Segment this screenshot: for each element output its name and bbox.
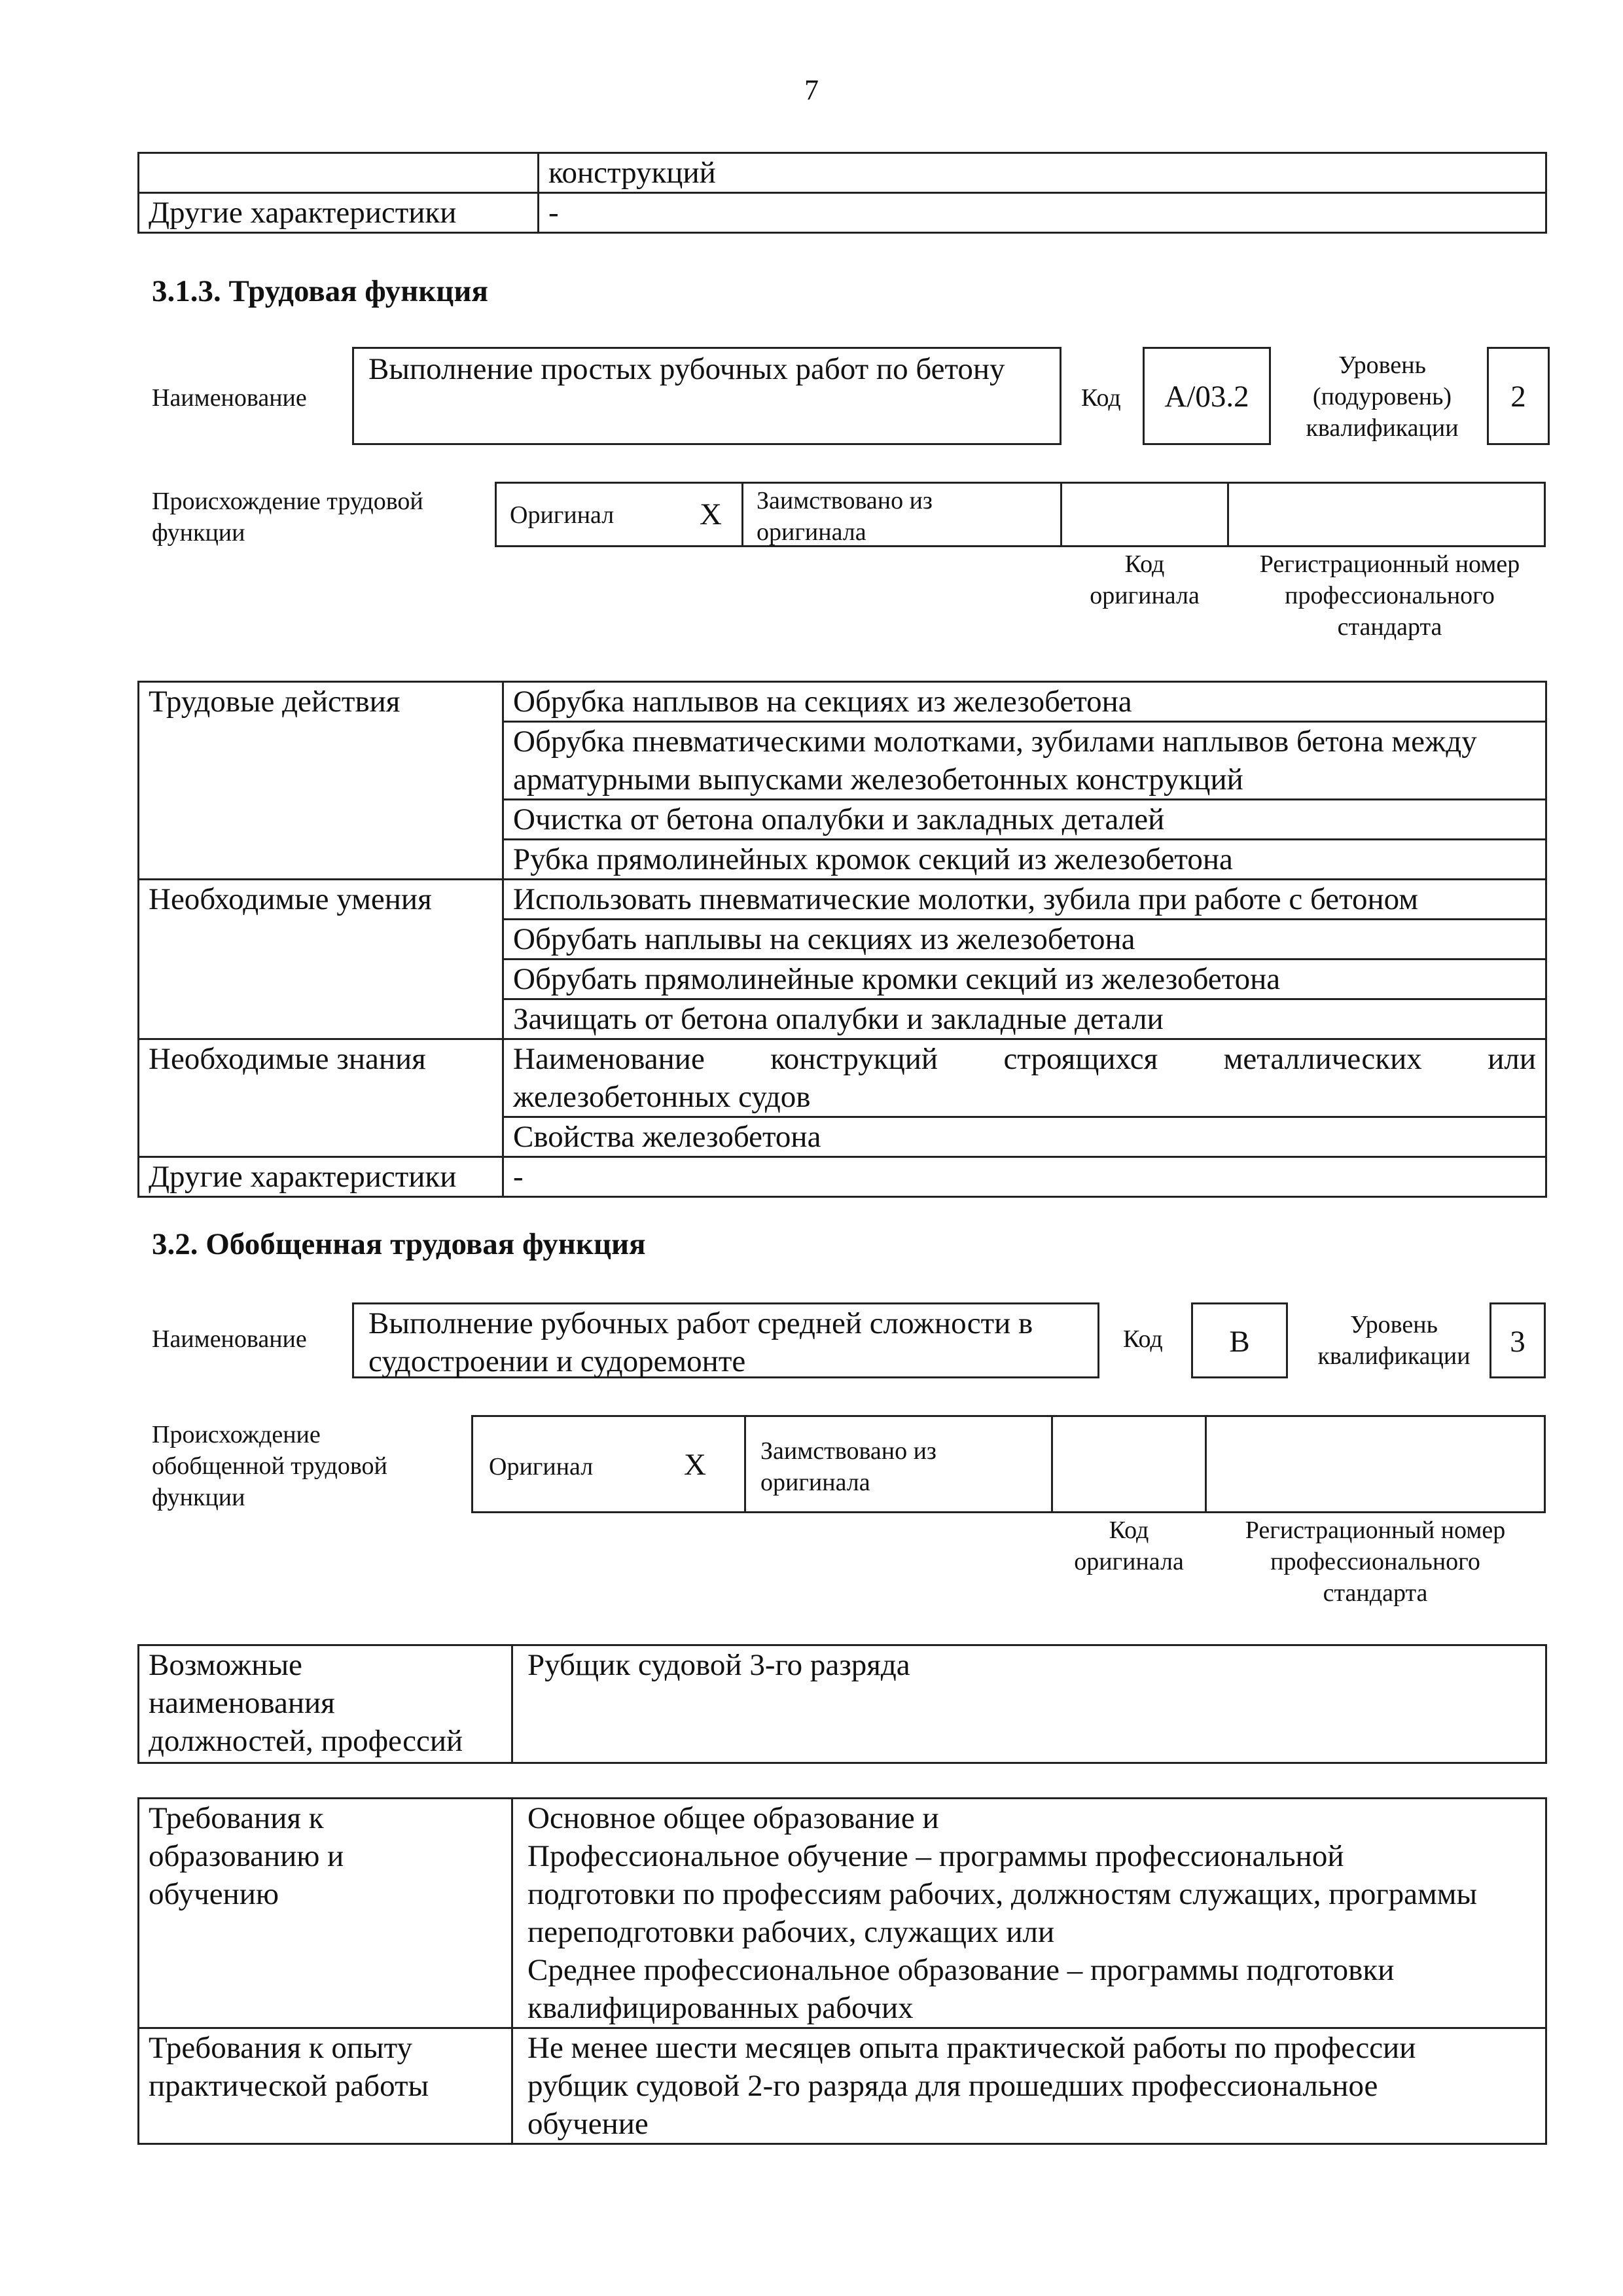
education-line: Профессиональное обучение – программы профессиональной bbox=[527, 1839, 1344, 1873]
origin-label-line: Происхождение bbox=[152, 1421, 321, 1448]
original-mark: X bbox=[684, 1448, 706, 1482]
experience-line: обучение bbox=[527, 2107, 649, 2141]
labor-action: Обрубка наплывов на секциях из железобетона bbox=[503, 682, 1546, 722]
function-details-table bbox=[137, 681, 1547, 1198]
caption-line: стандарта bbox=[1323, 1579, 1428, 1607]
positions-label-line: должностей, профессий bbox=[149, 1724, 463, 1758]
possible-positions-table bbox=[137, 1644, 1547, 1764]
experience-line: Не менее шести месяцев опыта практической работы по профессии bbox=[527, 2031, 1416, 2065]
top-table bbox=[137, 152, 1547, 234]
caption-line: оригинала bbox=[1090, 582, 1200, 609]
code-label: Код bbox=[1081, 384, 1121, 412]
requirements-label-line: обучению bbox=[149, 1877, 279, 1911]
labor-action bbox=[503, 722, 1546, 800]
original-cell bbox=[471, 1415, 746, 1513]
caption-line: профессионального bbox=[1285, 582, 1495, 609]
labor-actions-label: Трудовые действия bbox=[139, 682, 503, 880]
skill: Зачищать от бетона опалубки и закладные детали bbox=[503, 999, 1546, 1039]
level-label-line: Уровень bbox=[1350, 1311, 1438, 1338]
skill: Использовать пневматические молотки, зубила при работе с бетоном bbox=[503, 880, 1546, 920]
original-code-cell bbox=[1051, 1415, 1207, 1513]
knowledge-line: Наименование конструкций строящихся металлических или bbox=[513, 1042, 1536, 1076]
generalized-function-name bbox=[368, 1304, 1033, 1380]
borrowed-label-line: Заимствовано из bbox=[757, 487, 933, 514]
top-table-cell: конструкций bbox=[539, 153, 1546, 193]
labor-action-line: Обрубка пневматическими молотками, зубилами наплывов бетона между bbox=[513, 725, 1477, 759]
experience-line: рубщик судовой 2-го разряда для прошедших профессиональное bbox=[527, 2069, 1378, 2103]
knowledge-item bbox=[503, 1039, 1546, 1117]
education-line: квалифицированных рабочих bbox=[527, 1991, 914, 2025]
caption-line: стандарта bbox=[1337, 613, 1442, 641]
knowledge-line: железобетонных судов bbox=[513, 1080, 811, 1114]
section-heading-313: 3.1.3. Трудовая функция bbox=[152, 274, 488, 308]
level-label-line: квалификации bbox=[1306, 414, 1459, 442]
original-code-cell bbox=[1060, 482, 1229, 547]
top-table-value: - bbox=[539, 193, 1546, 233]
education-line: Среднее профессиональное образование – программы подготовки bbox=[527, 1953, 1395, 1987]
education-line: Основное общее образование и bbox=[527, 1801, 939, 1835]
caption-reg-number bbox=[1205, 1515, 1546, 1609]
code-label: Код bbox=[1123, 1325, 1163, 1353]
labor-action: Рубка прямолинейных кромок секций из железобетона bbox=[503, 840, 1546, 880]
name-label: Наименование bbox=[152, 1325, 307, 1353]
caption-line: оригинала bbox=[1074, 1548, 1184, 1575]
level-box bbox=[1487, 347, 1550, 445]
function-name: Выполнение простых рубочных работ по бетону bbox=[368, 352, 1005, 386]
positions-label bbox=[139, 1645, 512, 1763]
borrowed-cell bbox=[744, 1415, 1053, 1513]
original-label: Оригинал bbox=[510, 501, 615, 529]
origin-label-line: функции bbox=[152, 1484, 245, 1511]
borrowed-label-line: оригинала bbox=[760, 1469, 870, 1496]
original-mark: X bbox=[700, 497, 722, 531]
code-box bbox=[1143, 347, 1271, 445]
level-value: 3 bbox=[1510, 1325, 1525, 1359]
borrowed-label-line: оригинала bbox=[757, 518, 866, 546]
generalized-function-name-box bbox=[352, 1302, 1099, 1378]
reg-number-cell bbox=[1205, 1415, 1546, 1513]
requirements-label-line: практической работы bbox=[149, 2069, 429, 2103]
code-box bbox=[1191, 1302, 1288, 1378]
code-value: B bbox=[1229, 1325, 1250, 1359]
labor-action-line: арматурными выпусками железобетонных конструкций bbox=[513, 762, 1243, 797]
top-table-cell-empty bbox=[139, 153, 539, 193]
caption-line: профессионального bbox=[1270, 1548, 1480, 1575]
function-name-line: Выполнение рубочных работ средней сложности в bbox=[368, 1306, 1033, 1340]
borrowed-label bbox=[760, 1435, 936, 1498]
requirements-table bbox=[137, 1797, 1547, 2145]
code-value: А/03.2 bbox=[1164, 380, 1249, 414]
origin-label bbox=[152, 1419, 387, 1513]
other-characteristics-label: Другие характеристики bbox=[139, 1157, 503, 1197]
borrowed-label bbox=[757, 485, 933, 548]
caption-line: Код bbox=[1109, 1516, 1149, 1544]
requirements-label-line: образованию и bbox=[149, 1839, 344, 1873]
origin-label bbox=[152, 486, 423, 548]
other-characteristics-value: - bbox=[503, 1157, 1546, 1197]
knowledge-label: Необходимые знания bbox=[139, 1039, 503, 1157]
page-number: 7 bbox=[804, 74, 819, 106]
positions-label-line: Возможные bbox=[149, 1648, 302, 1682]
level-label bbox=[1284, 350, 1480, 444]
borrowed-cell bbox=[741, 482, 1062, 547]
skill: Обрубать прямолинейные кромки секций из железобетона bbox=[503, 960, 1546, 999]
skills-label: Необходимые умения bbox=[139, 880, 503, 1039]
function-name-line: судостроении и судоремонте bbox=[368, 1344, 746, 1378]
caption-line: Код bbox=[1124, 550, 1165, 578]
skill: Обрубать наплывы на секциях из железобетона bbox=[503, 920, 1546, 960]
caption-code bbox=[1051, 1515, 1207, 1577]
education-requirements-label bbox=[139, 1799, 512, 2028]
level-label-line: квалификации bbox=[1317, 1342, 1471, 1370]
caption-line: Регистрационный номер bbox=[1259, 550, 1520, 578]
level-value: 2 bbox=[1510, 380, 1526, 414]
origin-label-line: обобщенной трудовой bbox=[152, 1452, 387, 1480]
caption-code bbox=[1060, 548, 1229, 611]
positions-label-line: наименования bbox=[149, 1686, 335, 1720]
borrowed-label-line: Заимствовано из bbox=[760, 1437, 936, 1465]
knowledge-item: Свойства железобетона bbox=[503, 1117, 1546, 1157]
function-name-box bbox=[352, 347, 1061, 445]
original-cell bbox=[495, 482, 743, 547]
requirements-label-line: Требования к опыту bbox=[149, 2031, 413, 2065]
name-label: Наименование bbox=[152, 384, 307, 412]
education-line: подготовки по профессиям рабочих, должностям служащих, программы bbox=[527, 1877, 1478, 1911]
education-requirements-value bbox=[512, 1799, 1546, 2028]
original-label: Оригинал bbox=[489, 1453, 594, 1480]
origin-label-line: функции bbox=[152, 519, 245, 547]
positions-value: Рубщик судовой 3-го разряда bbox=[512, 1645, 1546, 1763]
education-line: переподготовки рабочих, служащих или bbox=[527, 1915, 1055, 1949]
level-box bbox=[1489, 1302, 1546, 1378]
section-heading-32: 3.2. Обобщенная трудовая функция bbox=[152, 1227, 646, 1261]
top-table-label: Другие характеристики bbox=[139, 193, 539, 233]
caption-line: Регистрационный номер bbox=[1245, 1516, 1506, 1544]
level-label-line: Уровень bbox=[1338, 351, 1426, 379]
labor-action: Очистка от бетона опалубки и закладных деталей bbox=[503, 800, 1546, 840]
caption-reg-number bbox=[1230, 548, 1549, 643]
requirements-label-line: Требования к bbox=[149, 1801, 324, 1835]
reg-number-cell bbox=[1227, 482, 1546, 547]
origin-label-line: Происхождение трудовой bbox=[152, 488, 423, 515]
level-label bbox=[1302, 1309, 1486, 1372]
experience-requirements-label bbox=[139, 2028, 512, 2144]
level-label-line: (подуровень) bbox=[1312, 383, 1452, 410]
experience-requirements-value bbox=[512, 2028, 1546, 2144]
